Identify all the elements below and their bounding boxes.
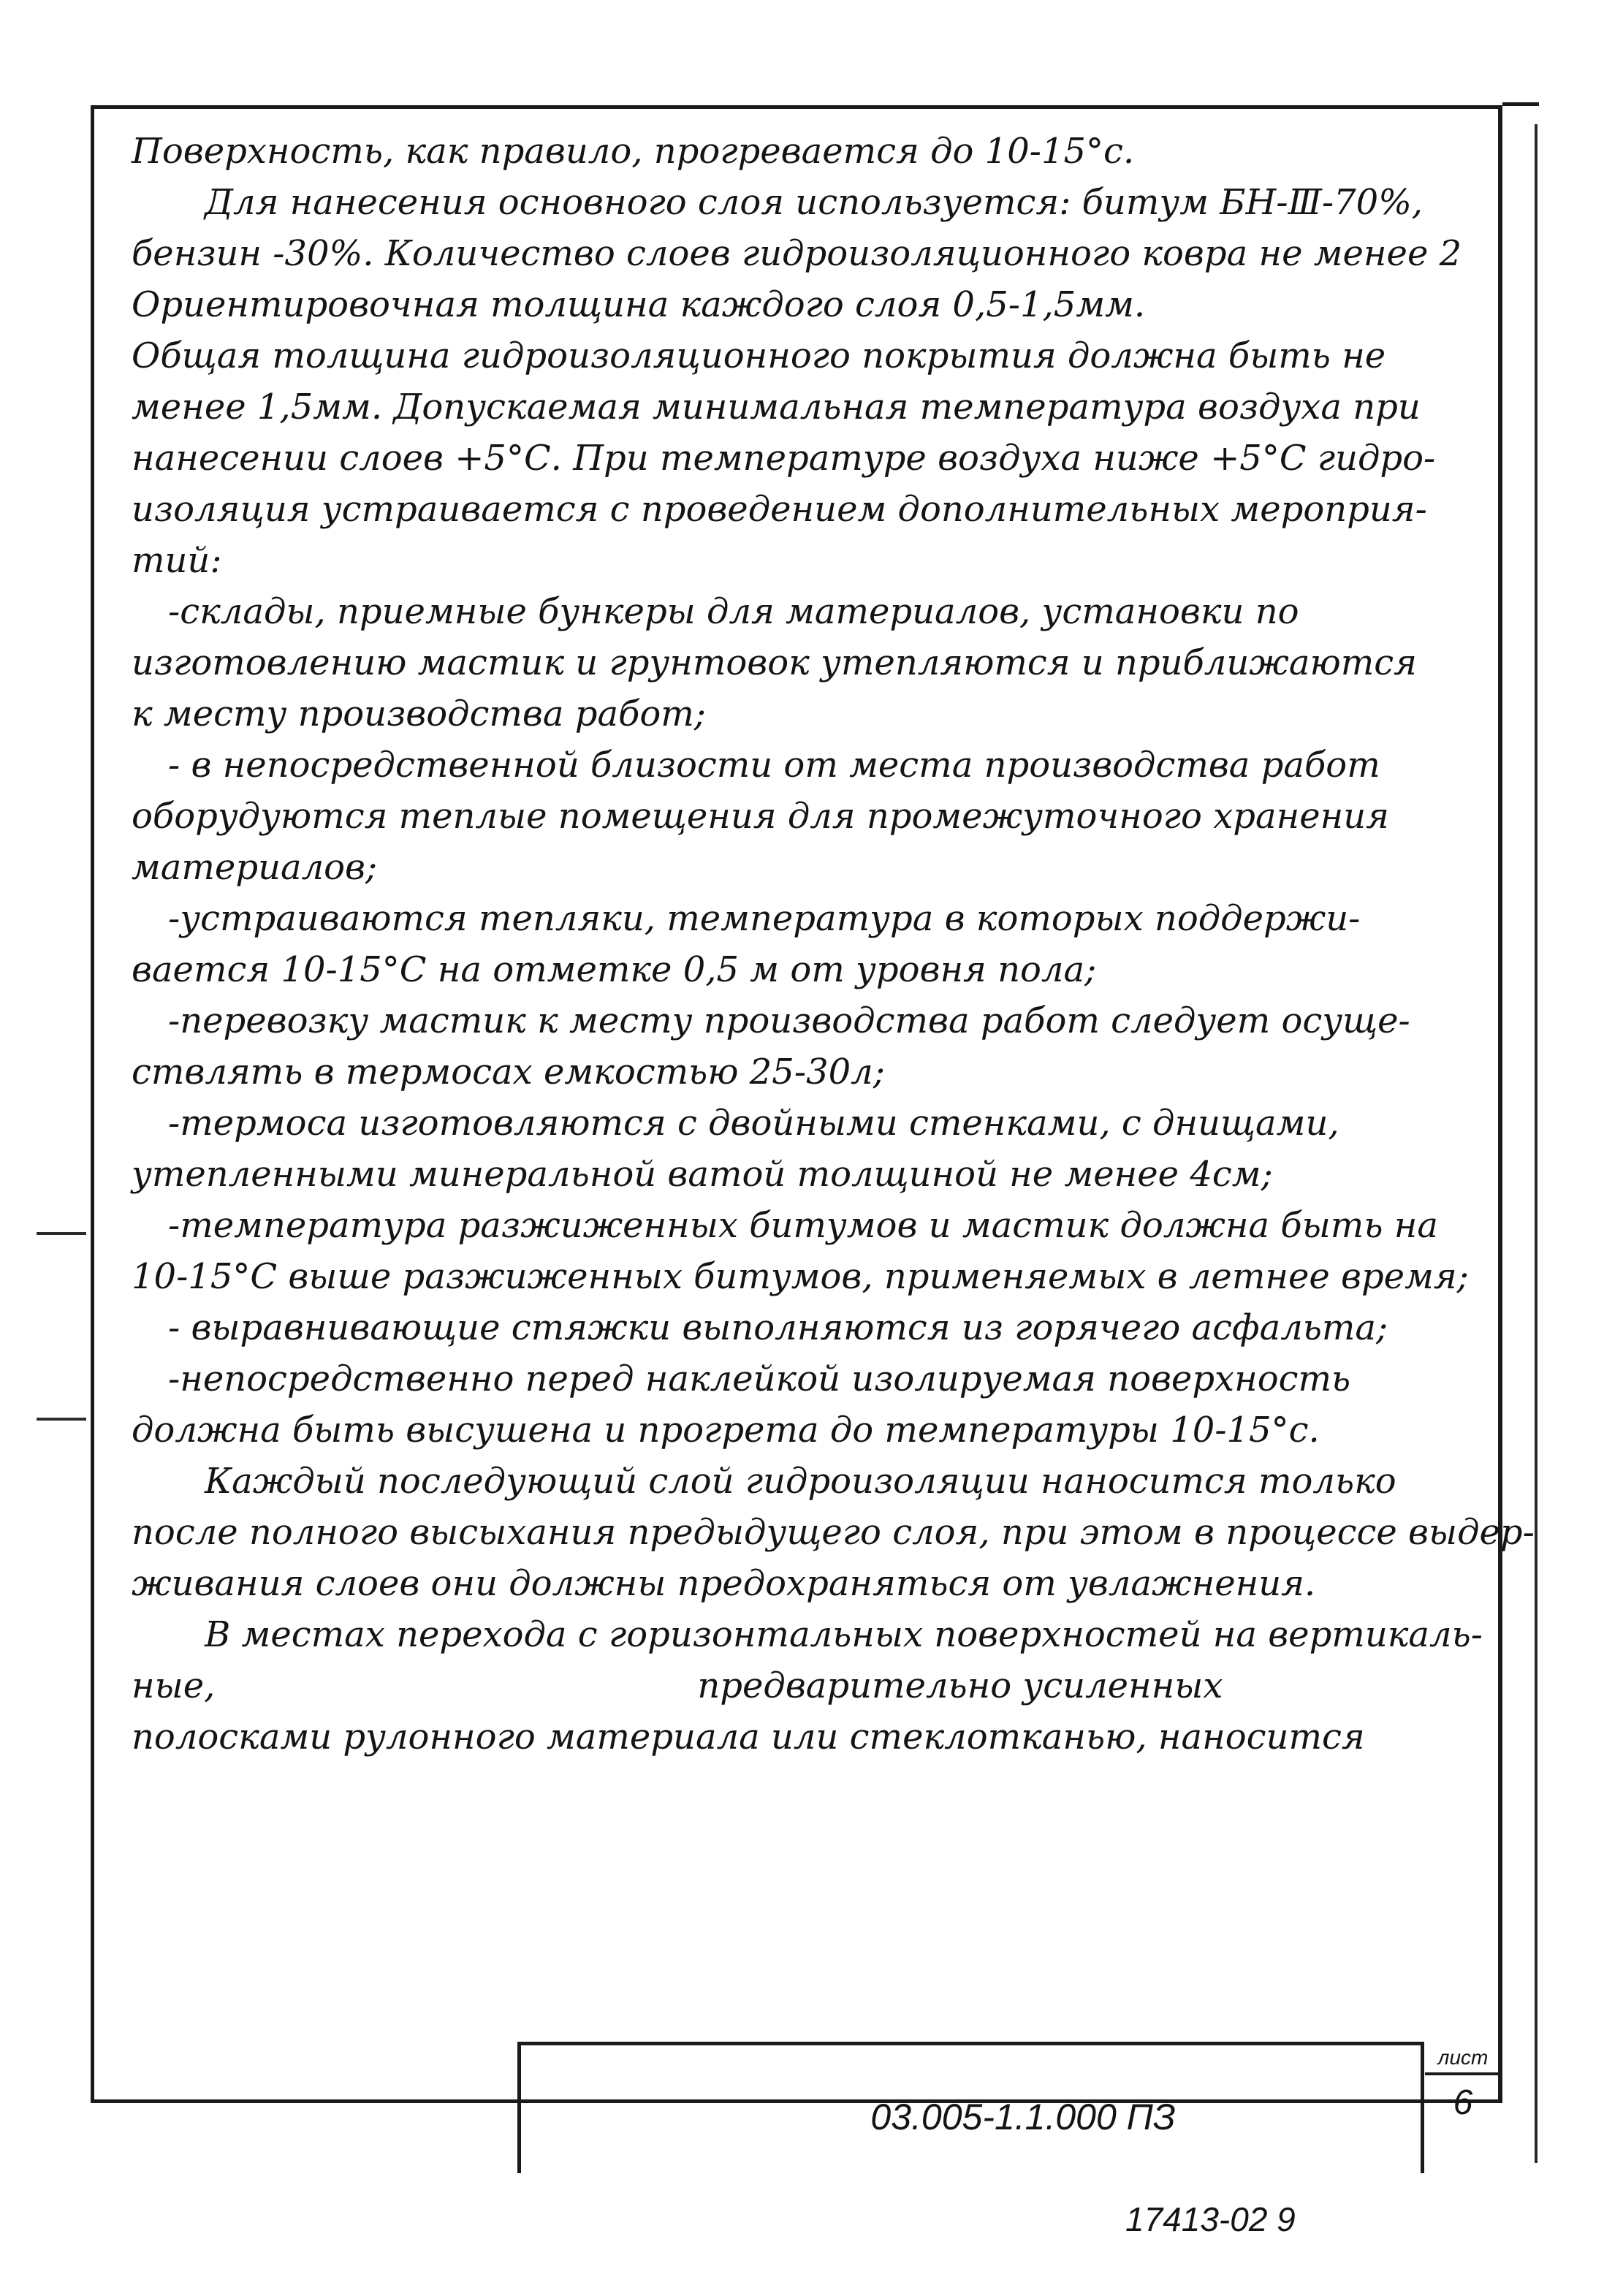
text-line: менее 1,5мм. Допускаемая минимальная температура воздуха при (132, 387, 1421, 427)
text-line: бензин -30%. Количество слоев гидроизоляционного ковра не менее 2 (132, 233, 1462, 274)
text-line: ствлять в термосах емкостью 25-30л; (132, 1052, 885, 1092)
text-line: Поверхность, как правило, прогревается до 10-15°с. (132, 131, 1135, 172)
text-line: тий: (132, 540, 222, 581)
frame-top-extension (1502, 102, 1539, 106)
text-line (132, 1660, 1498, 1711)
text-line: утепленными минеральной ватой толщиной не менее 4см; (132, 1154, 1273, 1195)
text-line: -температура разжиженных битумов и мастик должна быть на (168, 1205, 1438, 1246)
text-line: -устраиваются тепляки, температура в которых поддержи- (168, 898, 1361, 939)
text-fragment: ные, (132, 1665, 216, 1706)
document-code: 03.005-1.1.000 ПЗ (870, 2097, 1176, 2137)
text-line: 10-15°С выше разжиженных битумов, применяемых в летнее время; (132, 1256, 1469, 1297)
text-line: после полного высыхания предыдущего слоя, при этом в процессе выдер- (132, 1512, 1535, 1553)
text-line: В местах перехода с горизонтальных поверхностей на вертикаль- (205, 1614, 1483, 1655)
text-line: к месту производства работ; (132, 693, 706, 734)
text-line: Ориентировочная толщина каждого слоя 0,5-1,5мм. (132, 284, 1146, 325)
text-line: Каждый последующий слой гидроизоляции наносится только (205, 1461, 1396, 1502)
text-line: вается 10-15°С на отметке 0,5 м от уровня пола; (132, 949, 1097, 990)
text-line: изготовлению мастик и грунтовок утепляются и приближаются (132, 642, 1417, 683)
text-line: нанесении слоев +5°С. При температуре воздуха ниже +5°С гидро- (132, 438, 1436, 479)
text-line: живания слоев они должны предохраняться от увлажнения. (132, 1563, 1316, 1604)
sheet-number: 6 (1453, 2083, 1473, 2122)
footer-note: 17413-02 9 (1125, 2200, 1296, 2238)
text-line: - выравнивающие стяжки выполняются из горячего асфальта; (168, 1307, 1388, 1348)
text-line: изоляция устраивается с проведением дополнительных мероприя- (132, 489, 1427, 530)
text-line: Общая толщина гидроизоляционного покрытия должна быть не (132, 335, 1386, 376)
text-line: -перевозку мастик к месту производства работ следует осуще- (168, 1000, 1410, 1041)
sheet-label: лист (1425, 2043, 1501, 2075)
text-line: должна быть высушена и прогрета до температуры 10-15°с. (132, 1410, 1320, 1451)
text-line: материалов; (132, 847, 378, 888)
text-line: - в непосредственной близости от места производства работ (168, 745, 1380, 786)
right-margin-line (1535, 124, 1538, 2163)
text-line: оборудуются теплые помещения для промежуточного хранения (132, 796, 1389, 837)
text-line: -непосредственно перед наклейкой изолируемая поверхность (168, 1358, 1351, 1399)
margin-tick-mark (37, 1232, 86, 1235)
text-line: -склады, приемные бункеры для материалов, установки по (168, 591, 1299, 632)
text-line: Для нанесения основного слоя используется: битум БН-Ⅲ-70%, (205, 182, 1424, 223)
document-body (132, 126, 1535, 1763)
margin-tick-mark (37, 1418, 86, 1421)
text-line: -термоса изготовляются с двойными стенками, с днищами, (168, 1103, 1339, 1144)
text-line: полосками рулонного материала или стеклотканью, наносится (132, 1717, 1365, 1757)
text-fragment: предварительно усиленных (697, 1665, 1223, 1706)
